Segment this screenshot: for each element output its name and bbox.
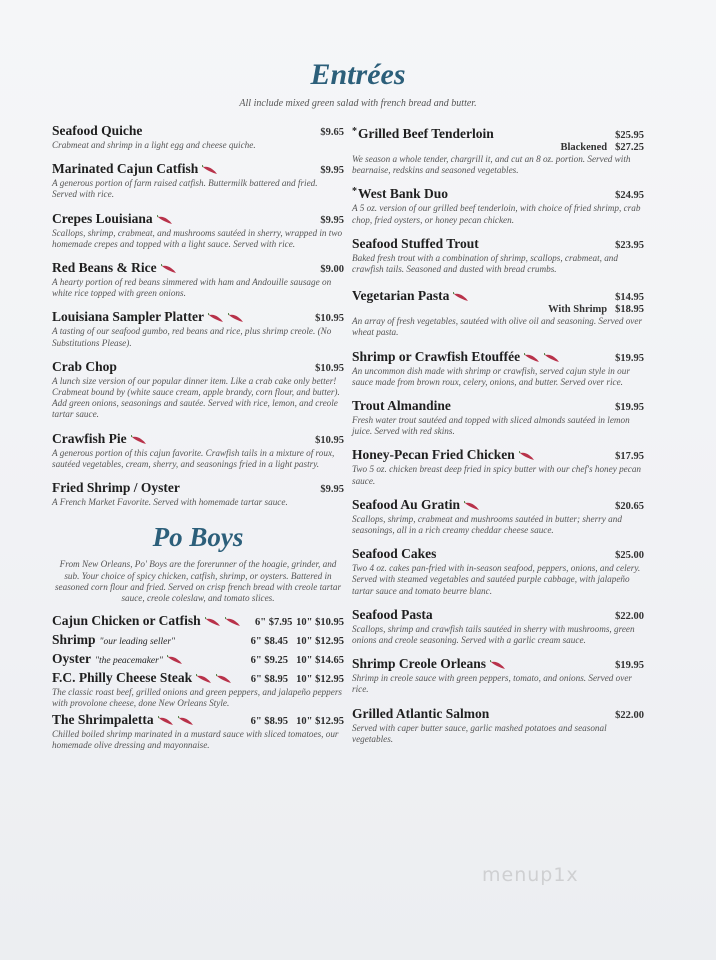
poboy-row bbox=[52, 712, 344, 728]
menu-item-description: A 5 oz. version of our grilled beef tenderloin, with choice of fried shrimp, crab chop, fried oysters, or honey pecan chicken. bbox=[352, 203, 641, 225]
menu-item-name: Trout Almandine bbox=[352, 398, 451, 414]
menu-item-header bbox=[352, 607, 644, 623]
menu-item bbox=[352, 186, 644, 225]
chili-pepper-icon bbox=[167, 655, 183, 665]
chili-pepper-icon bbox=[544, 353, 560, 363]
menu-item-description: An uncommon dish made with shrimp or crawfish, served cajun style in our sauce made from brown roux, celery, onions, and butter. Served over rice. bbox=[352, 365, 630, 387]
menu-item-description: A lunch size version of our popular dinner item. Like a crab cake only better! Crabmeat bound by (white sauce cream, apple brandy, corn flour, and butter). Add green onions, seasonings and sautée. Served with rice, lemon, and creole tartar sauce. bbox=[52, 375, 340, 420]
menu-item-name: Seafood Pasta bbox=[352, 606, 433, 622]
poboy-name: The Shrimpaletta bbox=[52, 712, 154, 728]
menu-item-name: West Bank Duo bbox=[358, 186, 449, 202]
menu-item-description: A hearty portion of red beans simmered with ham and Andouille sausage on white rice topped with green onions. bbox=[52, 277, 332, 299]
menu-item-header bbox=[52, 260, 344, 276]
menu-item-header bbox=[352, 656, 644, 672]
chili-pepper-icon bbox=[225, 617, 241, 627]
menu-item-name: Grilled Atlantic Salmon bbox=[352, 705, 490, 721]
menu-item-name: Seafood Cakes bbox=[352, 546, 437, 562]
menu-item-name-wrap bbox=[352, 126, 494, 142]
menu-item-name: Crab Chop bbox=[52, 358, 117, 374]
alt-price-label: Blackened bbox=[560, 142, 608, 153]
chili-pepper-icon bbox=[131, 435, 147, 445]
asterisk-mark: * bbox=[352, 186, 357, 198]
menu-item-name-wrap bbox=[52, 161, 218, 177]
menu-item-price: $19.95 bbox=[615, 352, 644, 364]
poboys-intro: From New Orleans, Po' Boys are the forerunner of the hoagie, grinder, and sub. Your choice of spicy chicken, catfish, shrimp, or oysters. Battered in seasoned corn flour and fried. Served on crisp french bread with creole tartar sauce, creole coleslaw, and tomato slices. bbox=[54, 559, 342, 604]
menu-item bbox=[52, 359, 344, 421]
poboy-name-wrap bbox=[52, 670, 232, 686]
menu-item-name: Vegetarian Pasta bbox=[352, 288, 450, 304]
menu-item-header bbox=[52, 431, 344, 447]
poboys-title: Po Boys bbox=[152, 522, 244, 553]
menu-item-name-wrap bbox=[352, 236, 479, 252]
price-10-inch: 10" $12.95 bbox=[296, 635, 344, 647]
menu-item-name: Seafood Au Gratin bbox=[352, 496, 461, 512]
menu-item-description: A generous portion of farm raised catfish. Buttermilk battered and fried. Served with rice. bbox=[52, 178, 318, 200]
menu-item bbox=[352, 447, 644, 486]
menu-item-name: Red Beans & Rice bbox=[52, 260, 157, 276]
menu-item-description: Scallops, shrimp, crabmeat, and mushrooms sautéed in sherry, wrapped in two homemade crepes and topped with a light sauce. Served with rice. bbox=[52, 227, 343, 249]
menu-item bbox=[352, 497, 644, 536]
menu-item-name-wrap bbox=[352, 349, 560, 365]
price-group bbox=[548, 304, 644, 315]
menu-item-name: Honey-Pecan Fried Chicken bbox=[352, 447, 515, 463]
menu-item-name-wrap bbox=[52, 260, 177, 276]
menu-item-header bbox=[52, 359, 344, 375]
menu-item-description: A tasting of our seafood gumbo, red beans and rice, plus shrimp creole. (No Substitutions Please). bbox=[52, 326, 332, 348]
menu-item-header bbox=[352, 236, 644, 252]
menu-item-description: Served with caper butter sauce, garlic mashed potatoes and seasonal vegetables. bbox=[352, 722, 607, 744]
entrees-title: Entrées bbox=[310, 58, 406, 91]
menu-item-name: Louisiana Sampler Platter bbox=[52, 309, 205, 325]
poboy-note: "our leading seller" bbox=[99, 636, 176, 647]
menu-item-header bbox=[352, 706, 644, 722]
menu-item-header bbox=[352, 398, 644, 414]
menu-item bbox=[352, 285, 644, 338]
entrees-subtitle: All include mixed green salad with french bread and butter. bbox=[239, 98, 477, 109]
menu-item-name-wrap bbox=[352, 398, 451, 414]
menu-item-name-wrap bbox=[52, 123, 142, 139]
menu-item-name-wrap bbox=[52, 211, 173, 227]
menu-item bbox=[352, 706, 644, 745]
menu-item-header bbox=[52, 211, 344, 227]
alt-price: $18.95 bbox=[615, 304, 644, 316]
poboy-item bbox=[52, 712, 344, 751]
menu-item-header bbox=[352, 497, 644, 513]
chili-pepper-icon bbox=[216, 674, 232, 684]
menu-item-header bbox=[52, 123, 344, 139]
menu-item-price: $24.95 bbox=[615, 190, 644, 202]
menu-item-name: Shrimp Creole Orleans bbox=[352, 656, 486, 672]
alt-price-label: With Shrimp bbox=[548, 304, 608, 316]
menu-item-name-wrap bbox=[352, 288, 469, 304]
menu-item-header bbox=[352, 123, 644, 153]
poboy-item bbox=[52, 670, 344, 709]
menu-item bbox=[352, 349, 644, 388]
menu-item-header bbox=[352, 447, 644, 463]
menu-item-price: $19.95 bbox=[615, 402, 644, 414]
menu-item bbox=[52, 123, 344, 151]
menu-item-price: $19.95 bbox=[615, 660, 644, 672]
poboy-name: Oyster bbox=[52, 650, 91, 666]
poboy-item bbox=[52, 632, 344, 648]
menu-item-price: $9.95 bbox=[320, 214, 344, 226]
menu-item bbox=[352, 656, 644, 695]
menu-item-name-wrap bbox=[352, 706, 489, 722]
menu-item-description: Two 5 oz. chicken breast deep fried in spicy butter with our chef's honey pecan sauce. bbox=[352, 464, 642, 486]
chili-pepper-icon bbox=[490, 660, 506, 670]
menu-item bbox=[52, 161, 344, 200]
price-stack bbox=[548, 285, 644, 315]
price-stack bbox=[560, 123, 644, 153]
menu-item-description: A French Market Favorite. Served with homemade tartar sauce. bbox=[52, 497, 288, 508]
menu-item-name-wrap bbox=[52, 431, 147, 447]
chili-pepper-icon bbox=[519, 451, 535, 461]
chili-pepper-icon bbox=[202, 165, 218, 175]
menu-item-price: $17.95 bbox=[615, 451, 644, 463]
menu-item-price: $10.95 bbox=[315, 362, 344, 374]
chili-pepper-icon bbox=[208, 313, 224, 323]
poboy-name: F.C. Philly Cheese Steak bbox=[52, 669, 193, 685]
menu-item-header bbox=[352, 349, 644, 365]
menu-item-header bbox=[52, 480, 344, 496]
poboy-description: The classic roast beef, grilled onions and green peppers, and jalapeño peppers with provolone cheese, done New Orleans Style. bbox=[52, 686, 342, 709]
menu-item-description: We season a whole tender, chargrill it, and cut an 8 oz. portion. Served with bearnaise, redskins and seasoned vegetables. bbox=[352, 154, 631, 176]
menu-item-header bbox=[52, 161, 344, 177]
menu-item-name: Fried Shrimp / Oyster bbox=[52, 480, 180, 496]
menu-item bbox=[352, 398, 644, 437]
menu-item-description: Scallops, shrimp, crabmeat and mushrooms sautéed in butter; sherry and seasonings, all in a rich creamy cheddar cheese sauce. bbox=[352, 513, 622, 536]
menu-item bbox=[52, 260, 344, 299]
chili-pepper-icon bbox=[157, 215, 173, 225]
menu-item-description: An array of fresh vegetables, sautéed with olive oil and seasoning. Served over wheat pasta. bbox=[352, 316, 643, 338]
menu-item-description: Crabmeat and shrimp in a light egg and cheese quiche. bbox=[52, 140, 256, 150]
poboy-name-wrap bbox=[52, 651, 232, 667]
menu-item-name-wrap bbox=[352, 607, 433, 623]
menu-item-name: Crawfish Pie bbox=[52, 430, 127, 446]
menu-item-name-wrap bbox=[52, 359, 117, 375]
menu-item-header bbox=[352, 546, 644, 562]
poboys-list bbox=[52, 613, 344, 752]
menu-item bbox=[52, 309, 344, 348]
chili-pepper-icon bbox=[464, 501, 480, 511]
menu-item-header bbox=[352, 186, 644, 202]
menu-item-name-wrap bbox=[352, 546, 436, 562]
poboy-name: Shrimp bbox=[52, 631, 96, 647]
poboy-name-wrap bbox=[52, 632, 232, 648]
entrees-left-list bbox=[52, 123, 344, 508]
watermark: menup1x bbox=[482, 864, 579, 886]
poboy-note: "the peacemaker" bbox=[94, 655, 163, 666]
chili-pepper-icon bbox=[158, 716, 174, 726]
asterisk-mark: * bbox=[352, 126, 357, 137]
chili-pepper-icon bbox=[205, 617, 221, 627]
price-group bbox=[560, 142, 644, 153]
chili-pepper-icon bbox=[161, 264, 177, 274]
menu-item-header bbox=[352, 285, 644, 315]
right-column bbox=[352, 123, 644, 755]
chili-pepper-icon bbox=[196, 674, 212, 684]
menu-item-price: $14.95 bbox=[615, 292, 644, 304]
poboy-row bbox=[52, 670, 344, 686]
menu-item-price: $9.95 bbox=[320, 484, 344, 496]
menu-item-name-wrap bbox=[352, 186, 448, 202]
price-6-inch: 6" $7.95 bbox=[254, 616, 293, 628]
poboy-name: Cajun Chicken or Catfish bbox=[52, 612, 201, 628]
menu-item-name-wrap bbox=[352, 656, 506, 672]
menu-item-name-wrap bbox=[352, 447, 535, 463]
chili-pepper-icon bbox=[453, 292, 469, 302]
menu-item-name-wrap bbox=[352, 497, 480, 513]
price-6-inch: 6" $8.95 bbox=[250, 716, 288, 728]
menu-item-name: Crepes Louisiana bbox=[52, 210, 153, 226]
poboy-description: Chilled boiled shrimp marinated in a mustard sauce with sliced tomatoes, our homemade olive dressing and mayonnaise. bbox=[52, 729, 339, 751]
menu-item bbox=[352, 546, 644, 597]
poboy-row bbox=[52, 632, 344, 648]
left-column bbox=[52, 123, 344, 755]
poboy-name-wrap bbox=[52, 712, 232, 728]
poboy-name-wrap bbox=[52, 613, 241, 629]
menu-item bbox=[52, 211, 344, 250]
menu-item-price: $25.95 bbox=[615, 130, 644, 141]
menu-item-price: $10.95 bbox=[315, 313, 344, 325]
menu-item bbox=[352, 236, 644, 275]
menu-item-description: Scallops, shrimp and crawfish tails sautéed in sherry with mushrooms, green onions and creole seasoning. Served with a garlic cream sauce. bbox=[352, 623, 635, 646]
menu-item-description: Baked fresh trout with a combination of shrimp, scallops, crabmeat, and crawfish tails. Seasoned and dusted with bread crumbs. bbox=[352, 252, 618, 275]
price-10-inch: 10" $10.95 bbox=[296, 616, 344, 628]
menu-item bbox=[52, 480, 344, 508]
menu-item-description: Fresh water trout sautéed and topped with sliced almonds sautéed in lemon juice. Served with red skins. bbox=[352, 415, 630, 437]
poboy-item bbox=[52, 651, 344, 667]
menu-item-name: Shrimp or Crawfish Etouffée bbox=[352, 348, 521, 364]
menu-item-price: $9.65 bbox=[320, 127, 344, 138]
chili-pepper-icon bbox=[178, 716, 194, 726]
menu-item-price: $20.65 bbox=[615, 500, 644, 512]
menu-item-name-wrap bbox=[52, 309, 244, 325]
price-10-inch: 10" $12.95 bbox=[296, 716, 344, 728]
price-10-inch: 10" $14.65 bbox=[296, 654, 344, 666]
menu-item-header bbox=[52, 309, 344, 325]
chili-pepper-icon bbox=[524, 353, 540, 363]
menu-item-price: $9.95 bbox=[320, 165, 344, 177]
menu-item-price: $25.00 bbox=[615, 550, 644, 562]
menu-item-name-wrap bbox=[52, 480, 180, 496]
price-10-inch: 10" $12.95 bbox=[296, 673, 344, 685]
price-6-inch: 6" $8.95 bbox=[250, 673, 289, 685]
price-6-inch: 6" $8.45 bbox=[250, 635, 288, 647]
menu-item-description: Two 4 oz. cakes pan-fried with in-season seafood, peppers, onions, and celery. Served with steamed vegetables and sautéed purple cabbage, with jalapeño tartar sauce and tomato beurre blanc. bbox=[352, 563, 641, 596]
chili-pepper-icon bbox=[228, 313, 244, 323]
menu-item-price: $9.00 bbox=[320, 264, 344, 276]
poboy-row bbox=[52, 651, 344, 667]
menu-item-description: Shrimp in creole sauce with green peppers, tomato, and onions. Served over rice. bbox=[352, 673, 632, 695]
menu-item-name: Seafood Stuffed Trout bbox=[352, 235, 479, 251]
entrees-right-list bbox=[352, 123, 644, 745]
poboy-item bbox=[52, 613, 344, 629]
menu-item-description: A generous portion of this cajun favorite. Crawfish tails in a mixture of roux, sautéed vegetables, cream, sherry, and seasonings fried in a light pastry. bbox=[52, 447, 335, 469]
menu-item bbox=[352, 607, 644, 646]
menu-item-price: $22.00 bbox=[615, 709, 644, 721]
menu-item-name: Marinated Cajun Catfish bbox=[52, 161, 199, 177]
alt-price: $27.25 bbox=[615, 142, 644, 153]
menu-item-price: $23.95 bbox=[615, 239, 644, 251]
menu-item-name: Grilled Beef Tenderloin bbox=[358, 126, 494, 141]
menu-item bbox=[352, 123, 644, 176]
menu-item-price: $10.95 bbox=[315, 434, 344, 446]
menu-item-name: Seafood Quiche bbox=[52, 123, 143, 138]
menu-item-price: $22.00 bbox=[615, 610, 644, 622]
menu-item bbox=[52, 431, 344, 470]
price-6-inch: 6" $9.25 bbox=[250, 654, 288, 666]
poboy-row bbox=[52, 613, 344, 629]
